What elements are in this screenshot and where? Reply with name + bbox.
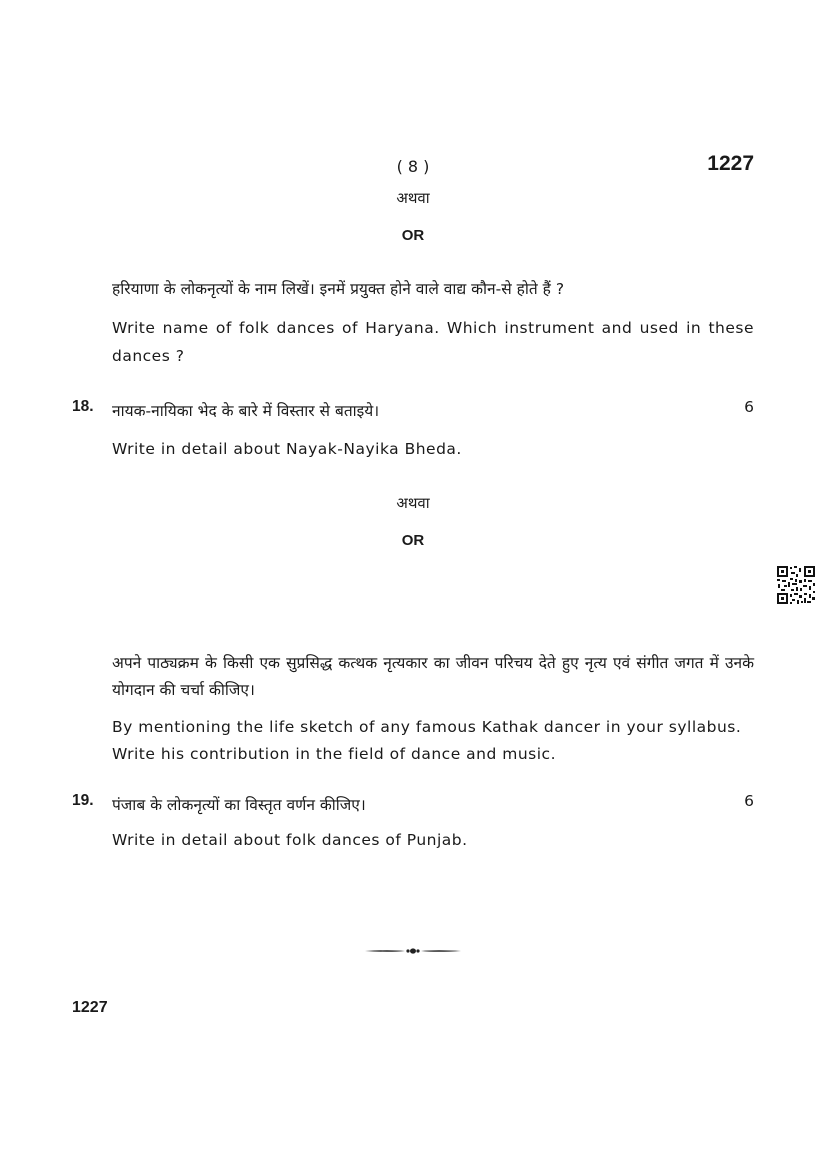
q18-english: Write in detail about Nayak-Nayika Bheda. bbox=[112, 440, 462, 458]
q17-alt-english: Write name of folk dances of Haryana. Which instrument and used in these dances ? bbox=[112, 319, 754, 365]
q17-alt-hindi: हरियाणा के लोकनृत्यों के नाम लिखें। इनमें प्रयुक्त होने वाले वाद्य कौन-से होते हैं ? bbox=[112, 280, 565, 298]
paper-code-footer: 1227 bbox=[72, 999, 108, 1016]
end-divider-ornament bbox=[365, 943, 461, 962]
or-hindi: अथवा bbox=[396, 189, 430, 207]
q18-hindi: नायक-नायिका भेद के बारे में विस्तार से बताइये। bbox=[112, 402, 380, 420]
q18-alt-hindi: अपने पाठ्यक्रम के किसी एक सुप्रसिद्ध कत्थक नृत्यकार का जीवन परिचय देते हुए नृत्य एवं संगीत जगत में उनके योगदान की चर्चा कीजिए। bbox=[112, 654, 754, 699]
q18-alt-english-line1: By mentioning the life sketch of any famous Kathak dancer in your syllabus. bbox=[112, 718, 742, 736]
q18-alt-english-line2: Write his contribution in the field of dance and music. bbox=[112, 745, 556, 763]
paper-code-header: 1227 bbox=[707, 152, 754, 175]
or-hindi: अथवा bbox=[396, 494, 430, 512]
page-number: ( 8 ) bbox=[396, 157, 430, 176]
or-english: OR bbox=[401, 532, 425, 549]
q19-hindi: पंजाब के लोकनृत्यों का विस्तृत वर्णन कीजिए। bbox=[112, 796, 366, 814]
question-number: 18. bbox=[72, 398, 94, 415]
question-number: 19. bbox=[72, 792, 94, 809]
marks: 6 bbox=[744, 398, 754, 416]
marks: 6 bbox=[744, 792, 754, 810]
qr-code bbox=[776, 565, 816, 609]
q19-english: Write in detail about folk dances of Punjab. bbox=[112, 831, 468, 849]
or-english: OR bbox=[401, 227, 425, 244]
